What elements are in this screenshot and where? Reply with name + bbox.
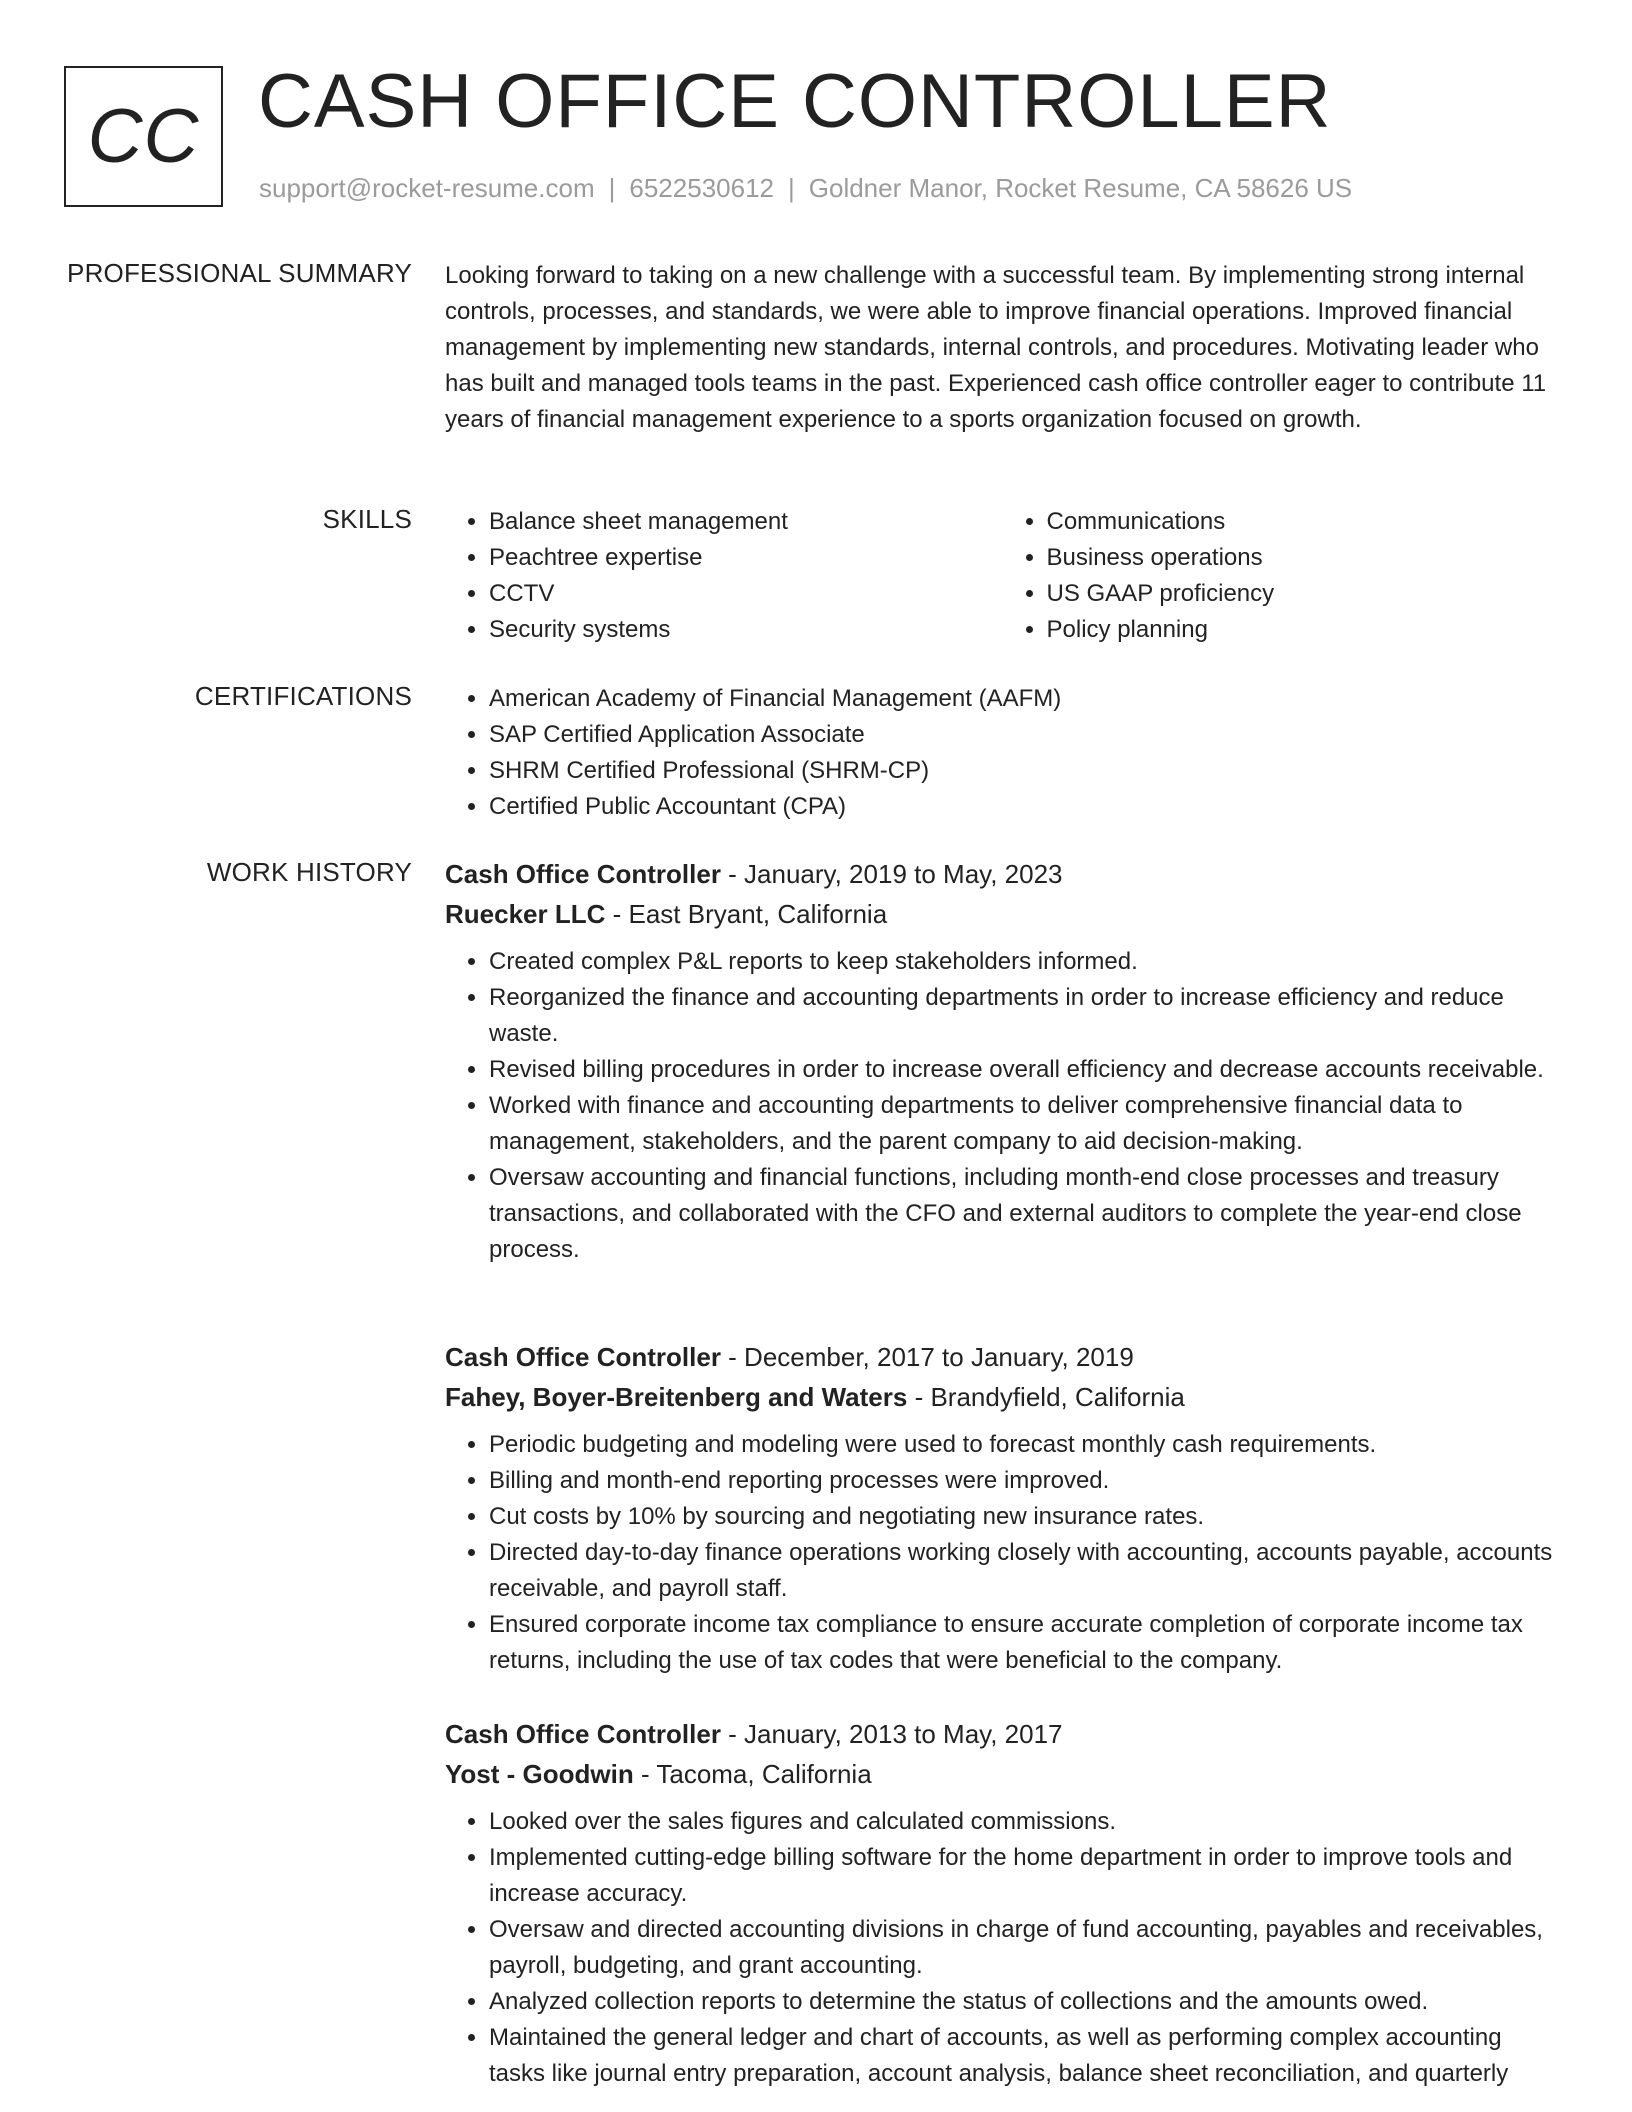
monogram-initials: CC	[87, 94, 200, 179]
job-entry-body	[445, 854, 1560, 1268]
job-bullet: • Maintained the general ledger and chart of accounts, as well as performing complex accounting tasks like journal entry preparation, account analysis, balance sheet reconciliation, and quarterly	[489, 2020, 1560, 2092]
job-bullet: • Reorganized the finance and accounting departments in order to increase efficiency and reduce waste.	[489, 980, 1560, 1052]
job-role: Cash Office Controller	[445, 1719, 721, 1749]
job-location: - East Bryant, California	[605, 899, 888, 929]
job-role-line	[445, 1337, 1560, 1377]
job-location: - Tacoma, California	[633, 1759, 872, 1789]
job-role: Cash Office Controller	[445, 1342, 721, 1372]
section-title-summary: PROFESSIONAL SUMMARY	[67, 258, 412, 288]
contact-address: Goldner Manor, Rocket Resume, CA 58626 US	[808, 173, 1353, 203]
section-title-skills: SKILLS	[322, 504, 412, 534]
skill-item: • US GAAP proficiency	[1047, 576, 1561, 612]
skills-body	[445, 504, 1560, 648]
job-dates: - January, 2013 to May, 2017	[720, 1719, 1063, 1749]
skills-list-left	[445, 504, 1003, 648]
summary-body	[445, 258, 1560, 438]
certifications-list	[445, 681, 1560, 825]
skill-item: • Communications	[1047, 504, 1561, 540]
job-role-line	[445, 1714, 1560, 1754]
certification-item: • Certified Public Accountant (CPA)	[489, 789, 1560, 825]
skill-item: • Balance sheet management	[489, 504, 1003, 540]
job-bullet: • Implemented cutting-edge billing software for the home department in order to improve tools and increase accuracy.	[489, 1840, 1560, 1912]
job-role-line	[445, 854, 1560, 894]
monogram-box	[64, 66, 223, 207]
job-bullet: • Directed day-to-day finance operations working closely with accounting, accounts payable, accounts receivable, and payroll staff.	[489, 1535, 1560, 1607]
skill-item: • Peachtree expertise	[489, 540, 1003, 576]
job-entry-body	[445, 1714, 1560, 2092]
skill-item: • Policy planning	[1047, 612, 1561, 648]
job-bullet: • Looked over the sales figures and calculated commissions.	[489, 1804, 1560, 1840]
skill-item: • Business operations	[1047, 540, 1561, 576]
job-bullet: • Oversaw accounting and financial functions, including month-end close processes and treasury transactions, and collaborated with the CFO and external auditors to complete the year-end close process.	[489, 1160, 1560, 1268]
job-bullet: • Analyzed collection reports to determine the status of collections and the amounts owed.	[489, 1984, 1560, 2020]
contact-line	[259, 173, 1352, 204]
job-bullet: • Ensured corporate income tax compliance to ensure accurate completion of corporate income tax returns, including the use of tax codes that were beneficial to the company.	[489, 1607, 1560, 1679]
certification-item: • American Academy of Financial Management (AAFM)	[489, 681, 1560, 717]
job-role: Cash Office Controller	[445, 859, 721, 889]
section-title-work-history: WORK HISTORY	[206, 857, 412, 887]
contact-separator: |	[788, 173, 795, 203]
job-bullets	[445, 944, 1560, 1268]
certification-item: • SAP Certified Application Associate	[489, 717, 1560, 753]
job-bullet: • Billing and month-end reporting processes were improved.	[489, 1463, 1560, 1499]
job-dates: - January, 2019 to May, 2023	[720, 859, 1063, 889]
job-company: Ruecker LLC	[445, 899, 606, 929]
skill-item: • Security systems	[489, 612, 1003, 648]
job-company-line	[445, 1754, 1560, 1794]
job-company-line	[445, 894, 1560, 934]
contact-email: support@rocket-resume.com	[259, 173, 595, 203]
skill-item: • CCTV	[489, 576, 1003, 612]
job-bullet: • Oversaw and directed accounting divisions in charge of fund accounting, payables and receivables, payroll, budgeting, and grant accounting.	[489, 1912, 1560, 1984]
section-title-certifications: CERTIFICATIONS	[194, 681, 412, 711]
job-bullet: • Cut costs by 10% by sourcing and negotiating new insurance rates.	[489, 1499, 1560, 1535]
job-bullet: • Periodic budgeting and modeling were used to forecast monthly cash requirements.	[489, 1427, 1560, 1463]
job-bullet: • Worked with finance and accounting departments to deliver comprehensive financial data to management, stakeholders, and the parent company to aid decision-making.	[489, 1088, 1560, 1160]
job-location: - Brandyfield, California	[907, 1382, 1185, 1412]
contact-separator: |	[608, 173, 616, 203]
job-company-line	[445, 1377, 1560, 1417]
job-bullet: • Revised billing procedures in order to increase overall efficiency and decrease accounts receivable.	[489, 1052, 1560, 1088]
job-company: Yost - Goodwin	[445, 1759, 634, 1789]
job-company: Fahey, Boyer-Breitenberg and Waters	[445, 1382, 908, 1412]
certification-item: • SHRM Certified Professional (SHRM-CP)	[489, 753, 1560, 789]
summary-text: Looking forward to taking on a new challenge with a successful team. By implementing strong internal controls, processes, and standards, we were able to improve financial operations. Improved financial management by implementing new standards, internal controls, and procedures. Motivating leader who has built and managed tools teams in the past. Experienced cash office controller eager to contribute 11 years of financial management experience to a sports organization focused on growth.	[445, 262, 1547, 433]
job-bullets	[445, 1804, 1560, 2092]
job-entry-body	[445, 1337, 1560, 1679]
resume-title: CASH OFFICE CONTROLLER	[258, 59, 1332, 144]
job-dates: - December, 2017 to January, 2019	[720, 1342, 1134, 1372]
contact-phone: 6522530612	[629, 173, 774, 203]
job-bullet: • Created complex P&L reports to keep stakeholders informed.	[489, 944, 1560, 980]
skills-list-right	[1003, 504, 1561, 648]
job-bullets	[445, 1427, 1560, 1679]
certifications-body	[445, 681, 1560, 825]
